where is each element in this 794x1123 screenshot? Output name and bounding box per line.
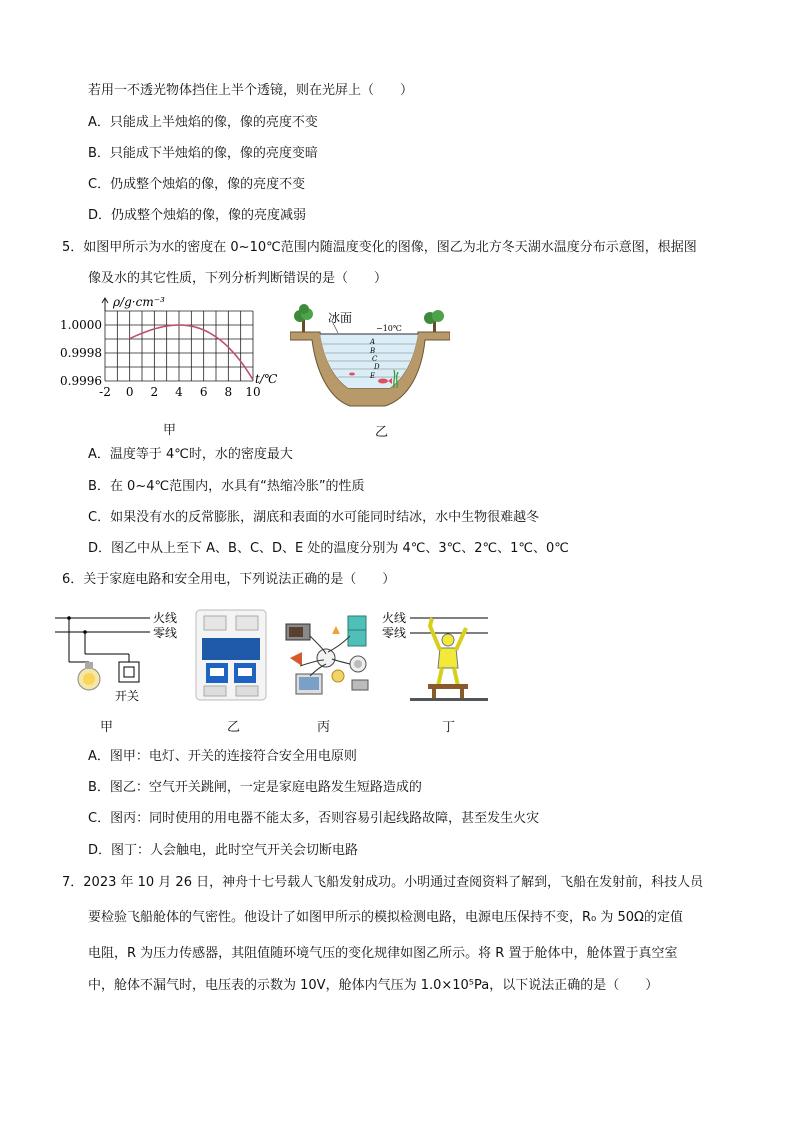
- person-touch-wires-svg: [380, 606, 490, 704]
- tree-left-icon: [294, 304, 313, 332]
- q6-stem: 6．关于家庭电路和安全用电，下列说法正确的是（ ）: [62, 572, 396, 587]
- y-tick-label: 0.9996: [60, 374, 102, 388]
- x-tick-label: 2: [150, 385, 159, 399]
- q4-option-b: B．只能成下半烛焰的像，像的亮度变暗: [88, 146, 318, 161]
- q7-line4: 中，舱体不漏气时，电压表的示数为 10V，舱体内气压为 1.0×10⁵Pa，以下说法正确的是（ ）: [88, 978, 659, 993]
- live-wire-label: 火线: [153, 611, 178, 625]
- fig6-jia-caption: 甲: [100, 720, 114, 735]
- tree-right-icon: [424, 310, 444, 332]
- x-tick-label: 6: [199, 385, 208, 399]
- temp-label: −10℃: [376, 324, 402, 333]
- x-tick-label: 8: [224, 385, 233, 399]
- ice-surface-label: 冰面: [328, 311, 353, 325]
- fish-icon-small: [349, 373, 355, 376]
- bulb-icon: [78, 662, 100, 690]
- q6-option-c: C．图丙：同时使用的用电器不能太多，否则容易引起线路故障，甚至发生火灾: [88, 811, 540, 826]
- chart-xticks: [99, 385, 260, 399]
- q6-option-d: D．图丁：人会触电，此时空气开关会切断电路: [88, 843, 359, 858]
- q6-option-b: B．图乙：空气开关跳闸，一定是家庭电路发生短路造成的: [88, 780, 422, 795]
- chart-grid: [102, 298, 253, 381]
- y-tick-label: 1.0000: [60, 318, 102, 332]
- layer-d: D: [374, 363, 380, 371]
- switch-icon: [119, 662, 139, 682]
- x-tick-label: 0: [125, 385, 134, 399]
- x-tick-label: 10: [245, 385, 261, 399]
- ding-neutral-label: 零线: [382, 626, 407, 640]
- appliances-icon: [280, 606, 380, 704]
- person-touch-wires-figure: [380, 606, 490, 704]
- q7-line1: 7．2023 年 10 月 26 日，神舟十七号载人飞船发射成功。小明通过查阅资料了解到，飞船在发射前，科技人员: [62, 875, 704, 890]
- lake-diagram-svg: [290, 300, 450, 410]
- density-chart: [55, 293, 285, 413]
- ding-live-label: 火线: [382, 611, 407, 625]
- lake-diagram: [290, 300, 450, 410]
- person-icon: [430, 618, 466, 686]
- q5-stem-line2: 像及水的其它性质，下列分析判断错误的是（ ）: [88, 271, 388, 286]
- layer-b: B: [370, 347, 376, 355]
- layer-a: A: [370, 338, 376, 346]
- x-tick-label: -2: [99, 385, 111, 399]
- air-circuit-breaker: [192, 608, 270, 702]
- wooden-stool-icon: [428, 684, 468, 698]
- fig5-jia-caption: 甲: [163, 423, 177, 438]
- x-tick-label: 4: [175, 385, 183, 399]
- ground: [410, 698, 488, 701]
- y-tick-label: 0.9998: [60, 346, 102, 360]
- q7-line2: 要检验飞船舱体的气密性。他设计了如图甲所示的模拟检测电路，电源电压保持不变，R₀ 为 50Ω的定值: [88, 910, 683, 925]
- q5-option-c: C．如果没有水的反常膨胀，湖底和表面的水可能同时结冰，水中生物很难越冬: [88, 510, 540, 525]
- fig5-yi-caption: 乙: [375, 425, 389, 440]
- layer-e: E: [370, 372, 376, 380]
- q4-option-a: A．只能成上半烛焰的像，像的亮度不变: [88, 115, 318, 130]
- density-chart-svg: [55, 293, 285, 413]
- q6-option-a: A．图甲：电灯、开关的连接符合安全用电原则: [88, 749, 357, 764]
- neutral-wire-label: 零线: [153, 626, 178, 640]
- switch-label: 开关: [115, 689, 140, 703]
- q5-option-b: B．在 0~4℃范围内，水具有“热缩冷胀”的性质: [88, 479, 365, 494]
- q5-option-a: A．温度等于 4℃时，水的密度最大: [88, 447, 293, 462]
- q4-option-c: C．仍成整个烛焰的像，像的亮度不变: [88, 177, 306, 192]
- breaker-icon: [192, 608, 270, 702]
- chart-yticks: [60, 318, 102, 388]
- fig6-yi-caption: 乙: [227, 720, 241, 735]
- q7-line3: 电阻，R 为压力传感器，其阻值随环境气压的变化规律如图乙所示。将 R 置于舱体中，舱体置于真空室: [88, 946, 678, 961]
- chart-xlabel: t/℃: [255, 372, 278, 386]
- chart-ylabel: ρ/g·cm⁻³: [113, 295, 165, 309]
- fig6-bing-caption: 丙: [317, 720, 331, 735]
- q5-option-d: D．图乙中从上至下 A、B、C、D、E 处的温度分别为 4℃、3℃、2℃、1℃、0℃: [88, 541, 569, 556]
- q4-option-d: D．仍成整个烛焰的像，像的亮度减弱: [88, 208, 307, 223]
- overloaded-socket-figure: [280, 606, 380, 704]
- q4-stem-cont: 若用一不透光物体挡住上半个透镜，则在光屏上（ ）: [88, 83, 414, 98]
- household-circuit-svg: [55, 604, 190, 704]
- layer-c: C: [372, 355, 378, 363]
- y-axis-arrow: [102, 298, 108, 311]
- household-circuit: [55, 604, 190, 704]
- q5-stem-line1: 5．如图甲所示为水的密度在 0~10℃范围内随温度变化的图像，图乙为北方冬天湖水温度分布示意图，根据图: [62, 240, 697, 255]
- fig6-ding-caption: 丁: [442, 720, 456, 735]
